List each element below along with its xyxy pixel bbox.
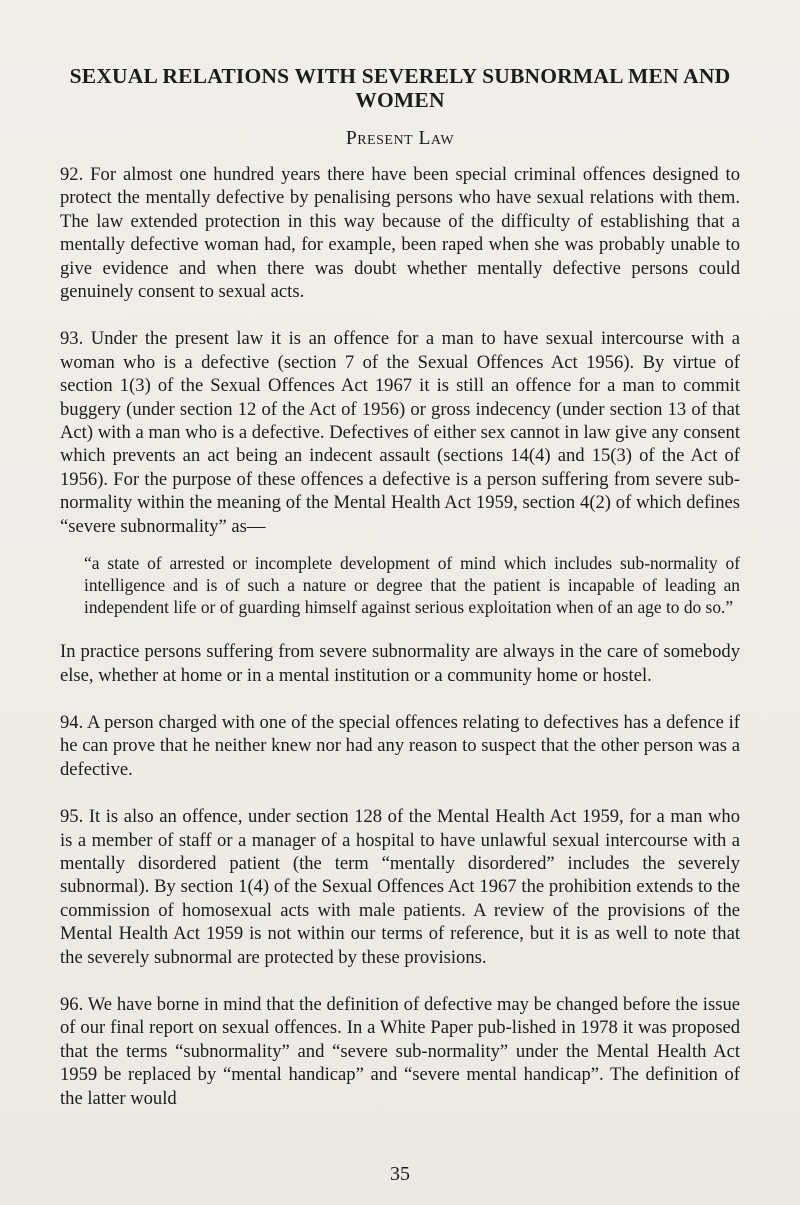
paragraph-93-continued: In practice persons suffering from severe subnormality are always in the care of somebody else, whether at home or in a mental institution or a community home or hostel. — [60, 641, 740, 686]
paragraph-93: 93. Under the present law it is an offence for a man to have sexual intercourse with a woman who is a defective (section 7 of the Sexual Offences Act 1956). By virtue of section 1(3) of the Sexual Offences Act 1967 it is still an offence for a man to commit buggery (under section 12 of the Act of 1956) or gross indecency (under section 13 of that Act) with a man who is a defective. Defectives of either sex cannot in law give any consent which prevents an act being an indecent assault (sections 14(4) and 15(3) of the Act of 1956). For the purpose of these offences a defective is a person suffering from severe sub-normality within the meaning of the Mental Health Act 1959, section 4(2) of which defines “severe subnormality” as— — [60, 328, 740, 537]
paragraph-92: 92. For almost one hundred years there have been special criminal offences designed to protect the mentally defective by penalising persons who have sexual relations with them. The law extended protection in this way because of the difficulty of establishing that a mentally defective woman had, for example, been raped when she was probably unable to give evidence and when there was doubt whether mentally defective persons could genuinely consent to sexual acts. — [60, 164, 740, 303]
document-body — [60, 163, 740, 1134]
document-heading: SEXUAL RELATIONS WITH SEVERELY SUBNORMAL MEN AND WOMEN — [69, 64, 731, 112]
paragraph-95: 95. It is also an offence, under section 128 of the Mental Health Act 1959, for a man who is a member of staff or a manager of a hospital to have unlawful sexual intercourse with a mentally disordered patient (the term “mentally disordered” includes the severely subnormal). By section 1(4) of the Sexual Offences Act 1967 the prohibition extends to the commission of homosexual acts with male patients. A review of the provisions of the Mental Health Act 1959 is not within our terms of reference, but it is as well to note that the severely subnormal are protected by these provisions. — [60, 806, 740, 968]
page-number: 35 — [390, 1163, 410, 1185]
section-subheading: Present Law — [345, 128, 455, 149]
paragraph-94: 94. A person charged with one of the special offences relating to defectives has a defence if he can prove that he neither knew nor had any reason to suspect that the other person was a defective. — [60, 711, 740, 780]
quoted-definition: “a state of arrested or incomplete development of mind which includes sub-normality of intelligence and is of such a nature or degree that the patient is incapable of leading an independent life or of guarding himself against serious exploitation when of an age to do so.” — [84, 553, 740, 618]
paragraph-96: 96. We have borne in mind that the definition of defective may be changed before the issue of our final report on sexual offences. In a White Paper pub-lished in 1978 it was proposed that the terms “subnormality” and “severe sub-normality” under the Mental Health Act 1959 be replaced by “mental handicap” and “severe mental handicap”. The definition of the latter would — [60, 993, 740, 1109]
